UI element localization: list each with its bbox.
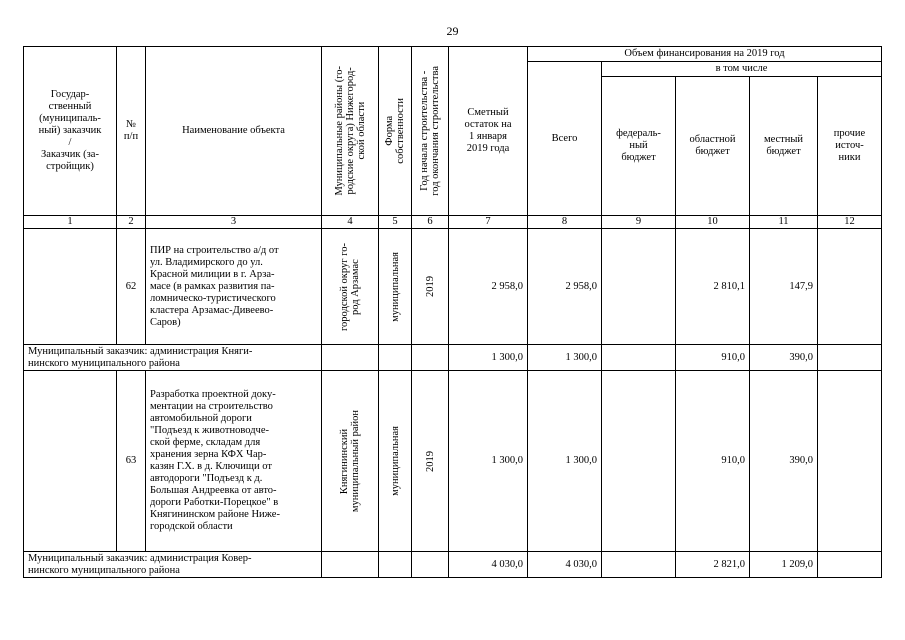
estimate-value: 4 030,0 bbox=[449, 552, 528, 578]
other-value bbox=[818, 345, 882, 371]
summary-label: Муниципальный заказчик: администрация Княги- нинского муниципального района bbox=[24, 345, 322, 371]
district-cell: городской округ го- род Арзамас bbox=[322, 229, 379, 345]
header-object-name: Наименование объекта bbox=[146, 47, 322, 216]
empty-cell bbox=[379, 345, 412, 371]
empty-cell bbox=[412, 345, 449, 371]
column-number: 3 bbox=[146, 216, 322, 229]
years-cell: 2019 bbox=[412, 229, 449, 345]
local-value: 1 209,0 bbox=[750, 552, 818, 578]
local-value: 147,9 bbox=[750, 229, 818, 345]
page-number: 29 bbox=[446, 24, 459, 38]
summary-row bbox=[24, 552, 882, 578]
total-value: 1 300,0 bbox=[528, 345, 602, 371]
federal-value bbox=[602, 229, 676, 345]
header-customer: Государ- ственный (муниципаль- ный) заказчик / Заказчик (за- стройщик) bbox=[24, 47, 117, 216]
years-cell: 2019 bbox=[412, 371, 449, 552]
column-number-row bbox=[24, 216, 882, 229]
column-number: 4 bbox=[322, 216, 379, 229]
object-name: Разработка проектной доку- ментации на строительство автомобильной дороги "Подъезд к животноводче- ской ферме, складам для хранения зерна КФХ Чар- казян Г.Х. в д. Ключищи от автодороги "Подъезд к д. Большая Андреевка от авто- дороги Работки-Порецкое" в Княгининском районе Ниже- городской области bbox=[146, 371, 322, 552]
header-years: Год начала строительства - год окончания строительства bbox=[412, 47, 449, 216]
header-local: местный бюджет bbox=[750, 77, 818, 216]
column-number: 2 bbox=[117, 216, 146, 229]
regional-value: 2 810,1 bbox=[676, 229, 750, 345]
customer-cell bbox=[24, 371, 117, 552]
customer-cell bbox=[24, 229, 117, 345]
header-number: № п/п bbox=[117, 47, 146, 216]
row-number: 62 bbox=[117, 229, 146, 345]
other-value bbox=[818, 552, 882, 578]
header-financing: Объем финансирования на 2019 год bbox=[528, 47, 882, 62]
district-cell: Княгининский муниципальный район bbox=[322, 371, 379, 552]
summary-row bbox=[24, 345, 882, 371]
federal-value bbox=[602, 371, 676, 552]
empty-cell bbox=[379, 552, 412, 578]
column-number: 11 bbox=[750, 216, 818, 229]
other-value bbox=[818, 371, 882, 552]
ownership-cell: муниципальная bbox=[379, 229, 412, 345]
regional-value: 910,0 bbox=[676, 345, 750, 371]
ownership-cell: муниципальная bbox=[379, 371, 412, 552]
regional-value: 910,0 bbox=[676, 371, 750, 552]
estimate-value: 2 958,0 bbox=[449, 229, 528, 345]
total-value: 1 300,0 bbox=[528, 371, 602, 552]
total-value: 4 030,0 bbox=[528, 552, 602, 578]
table-row bbox=[24, 229, 882, 345]
regional-value: 2 821,0 bbox=[676, 552, 750, 578]
row-number: 63 bbox=[117, 371, 146, 552]
header-estimate: Сметный остаток на 1 января 2019 года bbox=[449, 47, 528, 216]
column-number: 7 bbox=[449, 216, 528, 229]
column-number: 8 bbox=[528, 216, 602, 229]
empty-cell bbox=[322, 345, 379, 371]
header-district: Муниципальные районы (го- родские округа) Нижегород- ской области bbox=[322, 47, 379, 216]
header-total: Всего bbox=[528, 62, 602, 216]
estimate-value: 1 300,0 bbox=[449, 371, 528, 552]
other-value bbox=[818, 229, 882, 345]
financing-table bbox=[23, 46, 882, 578]
header-including: в том числе bbox=[602, 62, 882, 77]
header-ownership: Форма собственности bbox=[379, 47, 412, 216]
object-name: ПИР на строительство а/д от ул. Владимирского до ул. Красной милиции в г. Арза- масе (в рамках развития па- ломническо-туристического кластера Арзамас-Дивеево- Саров) bbox=[146, 229, 322, 345]
header-other: прочие источ- ники bbox=[818, 77, 882, 216]
empty-cell bbox=[322, 552, 379, 578]
local-value: 390,0 bbox=[750, 345, 818, 371]
column-number: 5 bbox=[379, 216, 412, 229]
column-number: 9 bbox=[602, 216, 676, 229]
column-number: 12 bbox=[818, 216, 882, 229]
total-value: 2 958,0 bbox=[528, 229, 602, 345]
header-regional: областной бюджет bbox=[676, 77, 750, 216]
estimate-value: 1 300,0 bbox=[449, 345, 528, 371]
federal-value bbox=[602, 345, 676, 371]
federal-value bbox=[602, 552, 676, 578]
empty-cell bbox=[412, 552, 449, 578]
table-row bbox=[24, 371, 882, 552]
column-number: 10 bbox=[676, 216, 750, 229]
column-number: 1 bbox=[24, 216, 117, 229]
local-value: 390,0 bbox=[750, 371, 818, 552]
column-number: 6 bbox=[412, 216, 449, 229]
header-federal: федераль- ный бюджет bbox=[602, 77, 676, 216]
summary-label: Муниципальный заказчик: администрация Ковер- нинского муниципального района bbox=[24, 552, 322, 578]
